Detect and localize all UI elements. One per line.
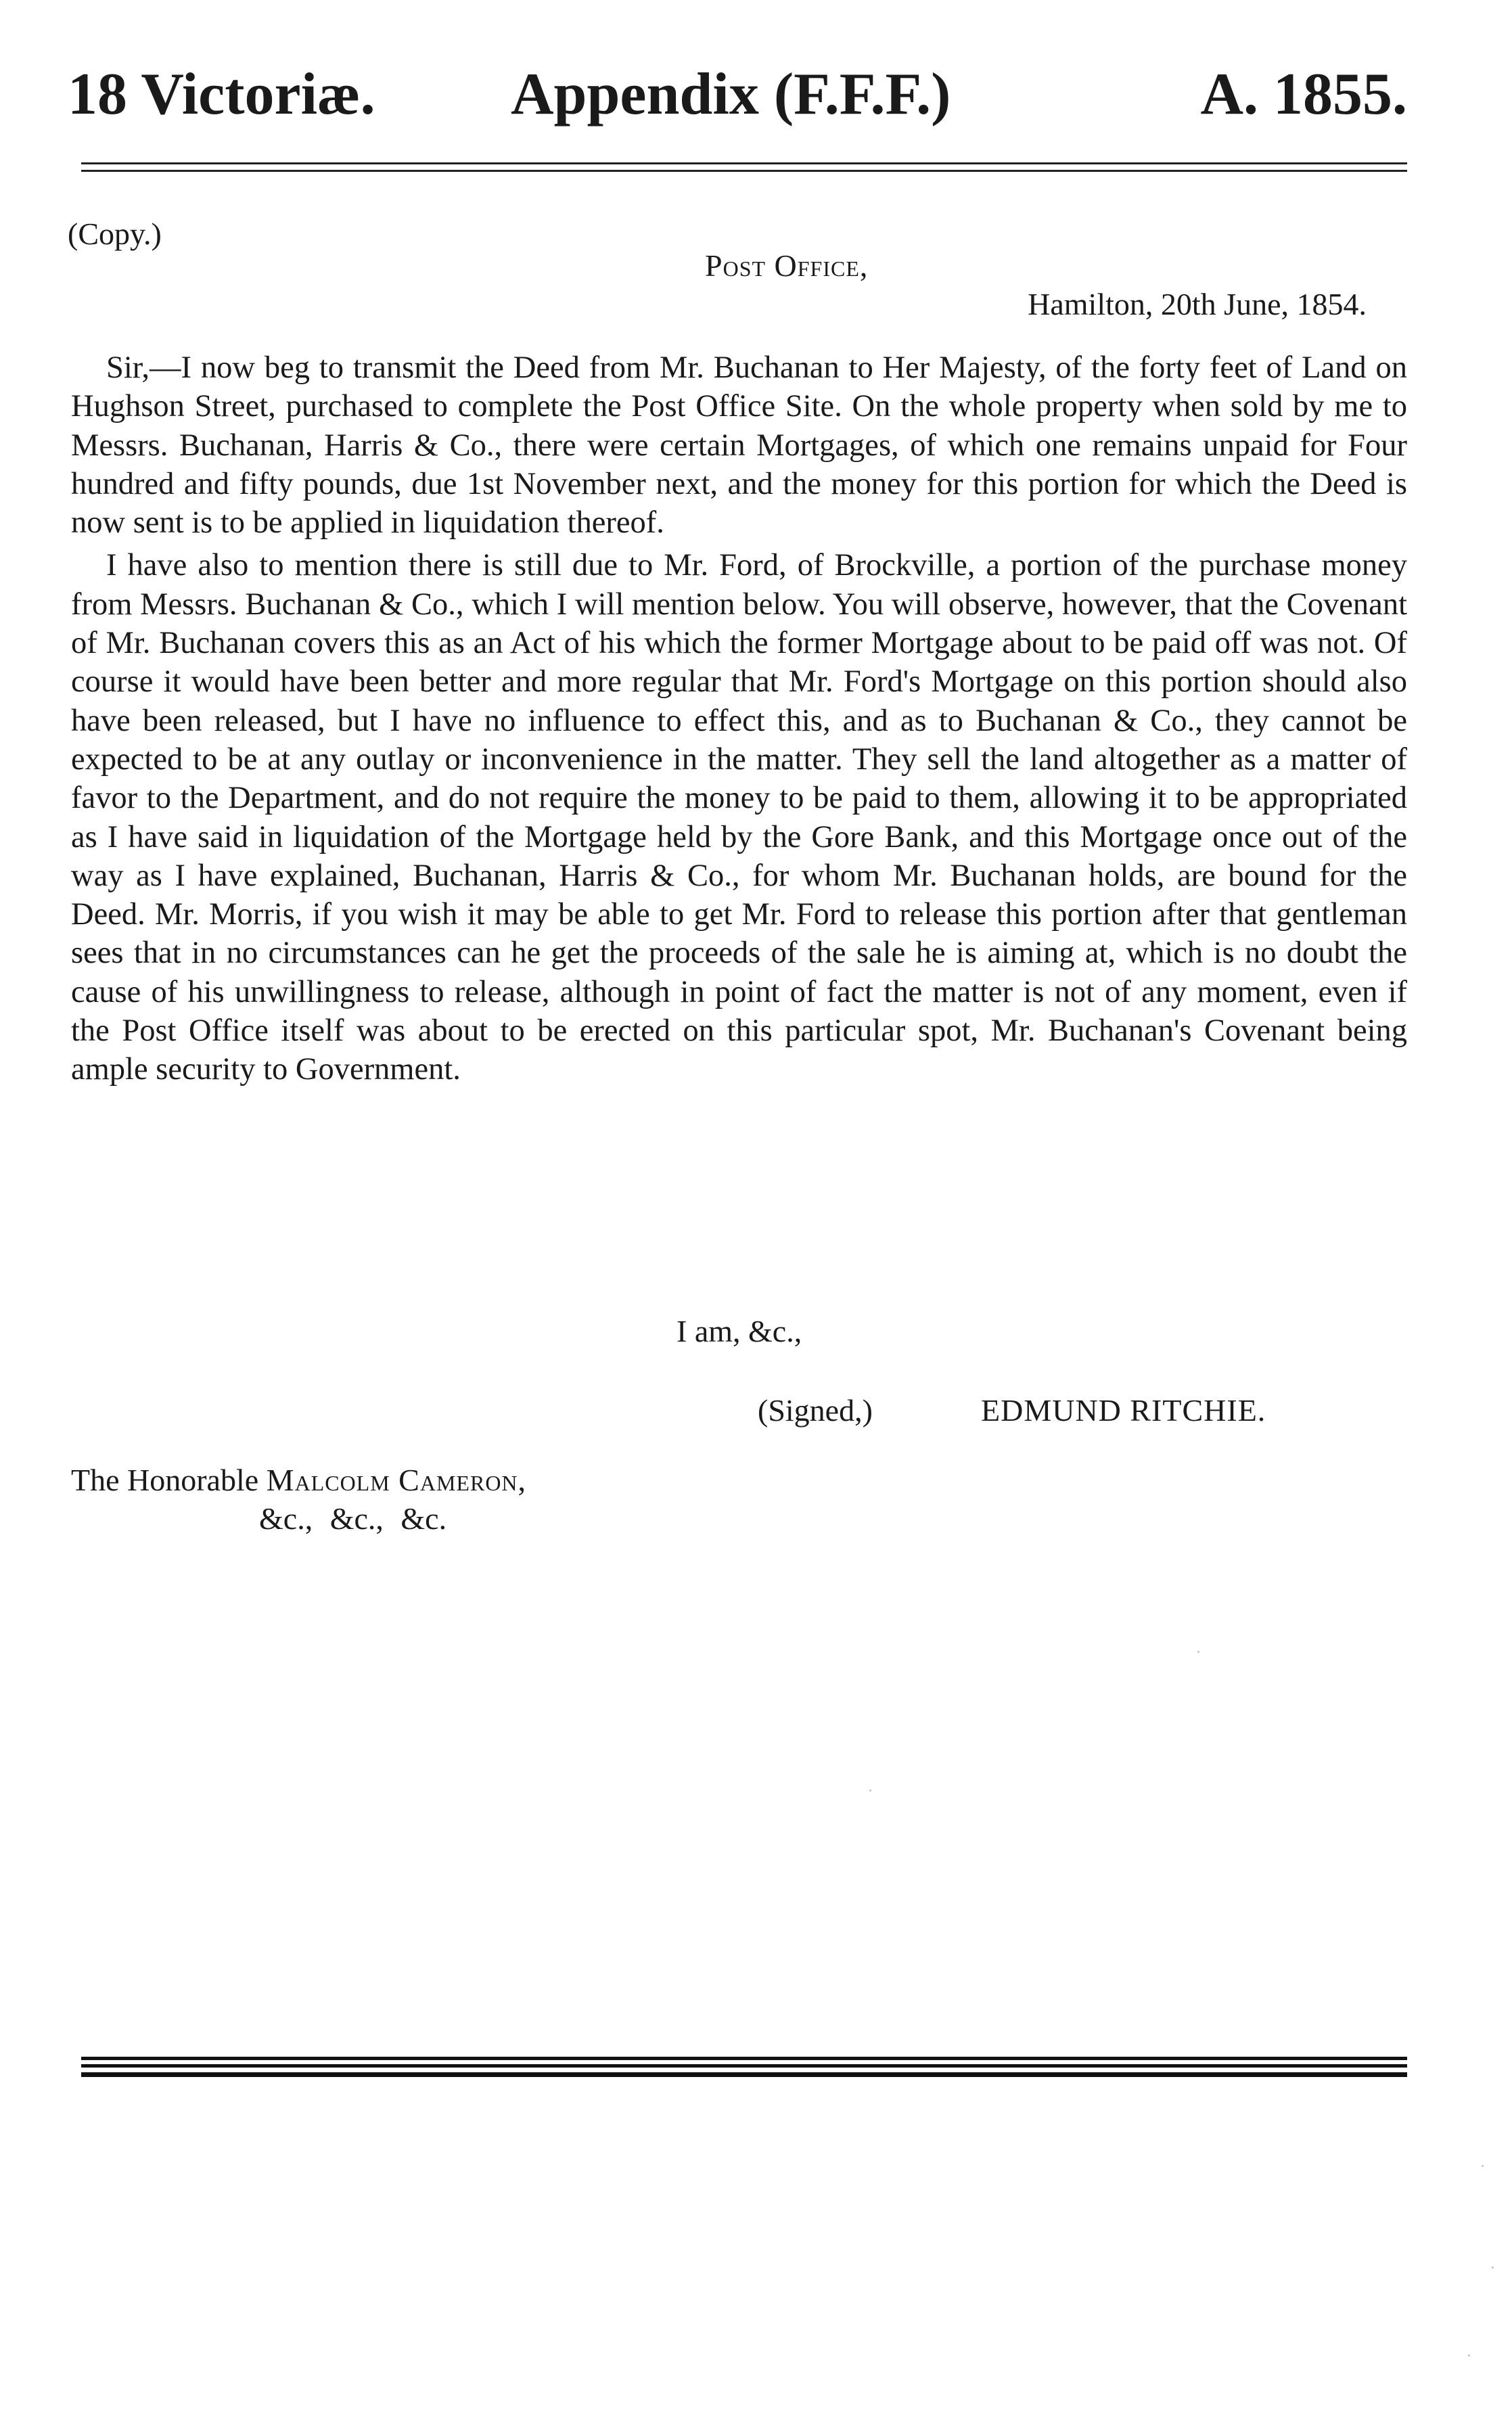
letter-paragraph: I have also to mention there is still due to Mr. Ford, of Brockville, a portion of the purchase money from Messrs. Buchanan & Co., which I will mention below. You will observe, however, that the Covenant of Mr. Buchanan covers this as an Act of his which the former Mortgage about to be paid off was not. Of course it would have been better and more regular that Mr. Ford's Mortgage on this portion should also have been released, but I have no influence to effect this, and as to Buchanan & Co., they cannot be expected to be at any outlay or inconvenience in the matter. They sell the land altogether as a matter of favor to the Department, and do not require the money to be paid to them, allowing it to be appropriated as I have said in liquidation of the Mortgage held by the Gore Bank, and this Mortgage once out of the way as I have explained, Buchanan, Harris & Co., for whom Mr. Buchanan holds, are bound for the Deed. Mr. Morris, if you wish it may be able to get Mr. Ford to release this portion after that gentleman sees that in no circumstances can he get the proceeds of the sale he is aiming at, which is no doubt the cause of his unwillingness to release, although in point of fact the matter is not of any moment, even if the Post Office itself was about to be erected on this particular spot, Mr. Buchanan's Covenant being ample security to Government. [71,548,1407,1087]
footer-rule-bar [81,2064,1407,2068]
footer-rule-bar [81,2072,1407,2077]
sender-place-date: Hamilton, 20th June, 1854. [1028,287,1367,321]
footer-triple-rule [81,2057,1407,2078]
scan-speck [1468,2354,1470,2356]
signed-label: (Signed,) [758,1393,873,1428]
scan-speck [1492,2266,1494,2268]
header-double-rule [81,162,1407,172]
letter-closing: I am, &c., [677,1314,802,1348]
recipient-prefix: The Honorable [71,1463,267,1497]
scan-speck [1482,2165,1484,2167]
scan-speck [1197,1651,1199,1653]
header-session: 18 Victoriæ. [68,62,375,127]
copy-label: (Copy.) [68,216,162,251]
signer-name: EDMUND RITCHIE. [981,1393,1266,1428]
recipient [71,1461,526,1499]
footer-rule-bar [81,2057,1407,2060]
header-year: A. 1855. [1200,62,1407,127]
letter-body [71,348,1407,1093]
header-appendix: Appendix (F.F.F.) [511,62,951,127]
page-header [68,54,1407,156]
recipient-suffix: &c., &c., &c. [259,1501,447,1536]
scan-speck [869,1789,871,1792]
sender-office: Post Office, [705,248,869,283]
recipient-name: Malcolm Cameron, [266,1463,527,1497]
letter-paragraph: Sir,—I now beg to transmit the Deed from Mr. Buchanan to Her Majesty, of the forty feet of Land on Hughson Street, purchased to complete the Post Office Site. On the whole property when sold by me to Messrs. Buchanan, Harris & Co., there were certain Mortgages, of which one remains unpaid for Four hundred and fifty pounds, due 1st November next, and the money for this portion for which the Deed is now sent is to be applied in liquidation thereof. [71,350,1407,541]
